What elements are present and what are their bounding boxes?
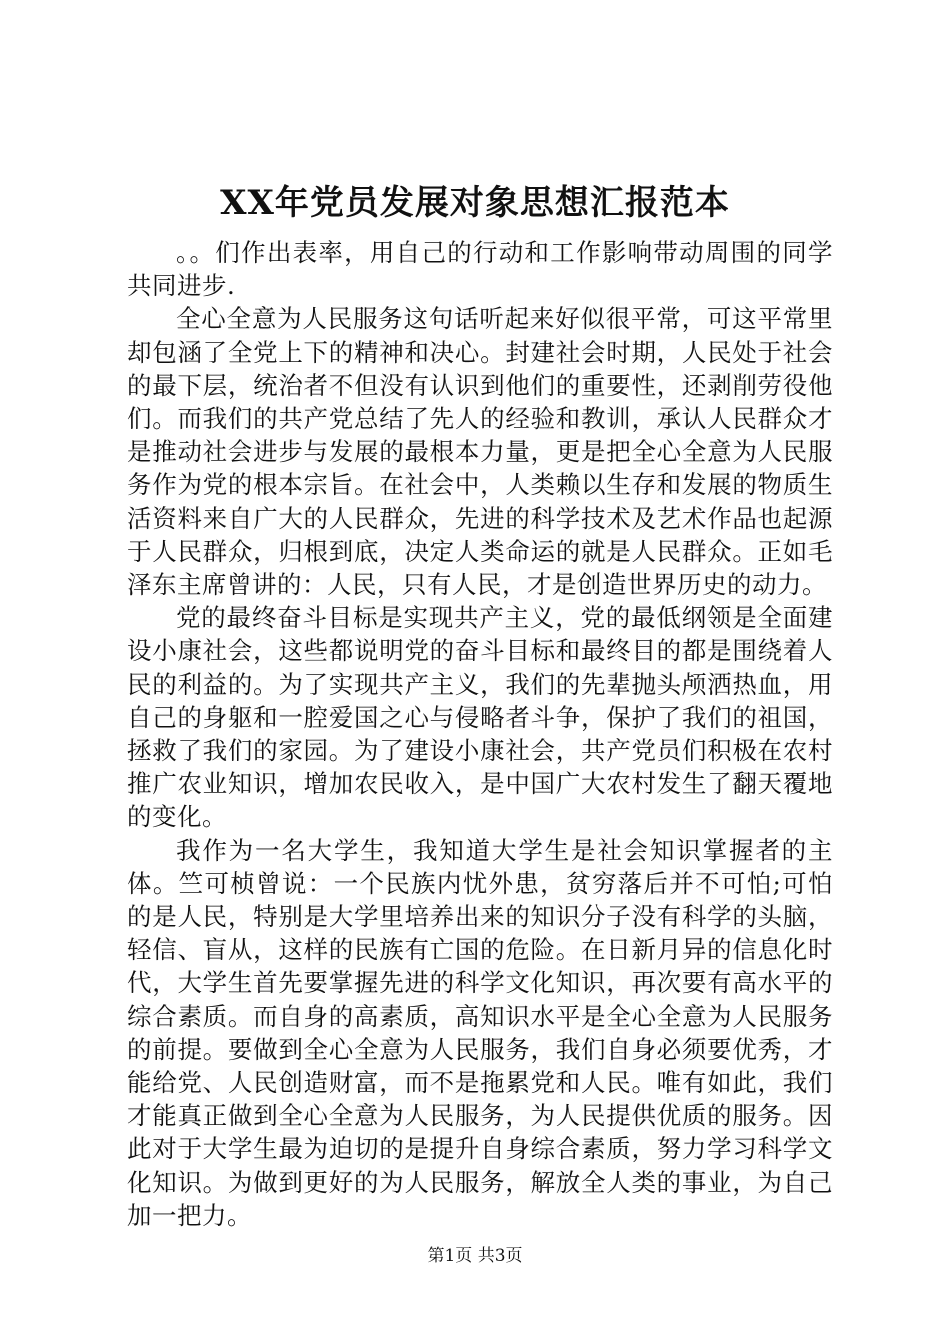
document-body — [127, 236, 833, 1232]
page-number-footer: 第1页 共3页 — [427, 1246, 523, 1266]
document-title: XX年党员发展对象思想汇报范本 — [220, 183, 730, 223]
paragraph: 。。们作出表率，用自己的行动和工作影响带动周围的同学共同进步. — [127, 238, 833, 301]
paragraph: 我作为一名大学生，我知道大学生是社会知识掌握者的主体。竺可桢曾说：一个民族内忧外患，贫穷落后并不可怕;可怕的是人民，特别是大学里培养出来的知识分子没有科学的头脑，轻信、盲从，这样的民族有亡国的危险。在日新月异的信息化时代，大学生首先要掌握先进的科学文化知识，再次要有高水平的综合素质。而自身的高素质，高知识水平是全心全意为人民服务的前提。要做到全心全意为人民服务，我们自身必须要优秀，才能给党、人民创造财富，而不是拖累党和人民。唯有如此，我们才能真正做到全心全意为人民服务，为人民提供优质的服务。因此对于大学生最为迫切的是提升自身综合素质，努力学习科学文化知识。为做到更好的为人民服务，解放全人类的事业，为自己加一把力。 — [127, 835, 833, 1230]
paragraph: 党的最终奋斗目标是实现共产主义，党的最低纲领是全面建设小康社会，这些都说明党的奋斗目标和最终目的都是围绕着人民的利益的。为了实现共产主义，我们的先辈抛头颅洒热血，用自己的身躯和一腔爱国之心与侵略者斗争，保护了我们的祖国，拯救了我们的家园。为了建设小康社会，共产党员们积极在农村推广农业知识，增加农民收入，是中国广大农村发生了翻天覆地的变化。 — [127, 603, 833, 832]
paragraph: 全心全意为人民服务这句话听起来好似很平常，可这平常里却包涵了全党上下的精神和决心。封建社会时期，人民处于社会的最下层，统治者不但没有认识到他们的重要性，还剥削劳役他们。而我们的共产党总结了先人的经验和教训，承认人民群众才是推动社会进步与发展的最根本力量，更是把全心全意为人民服务作为党的根本宗旨。在社会中，人类赖以生存和发展的物质生活资料来自广大的人民群众，先进的科学技术及艺术作品也起源于人民群众，归根到底，决定人类命运的就是人民群众。正如毛泽东主席曾讲的：人民，只有人民，才是创造世界历史的动力。 — [127, 304, 833, 600]
